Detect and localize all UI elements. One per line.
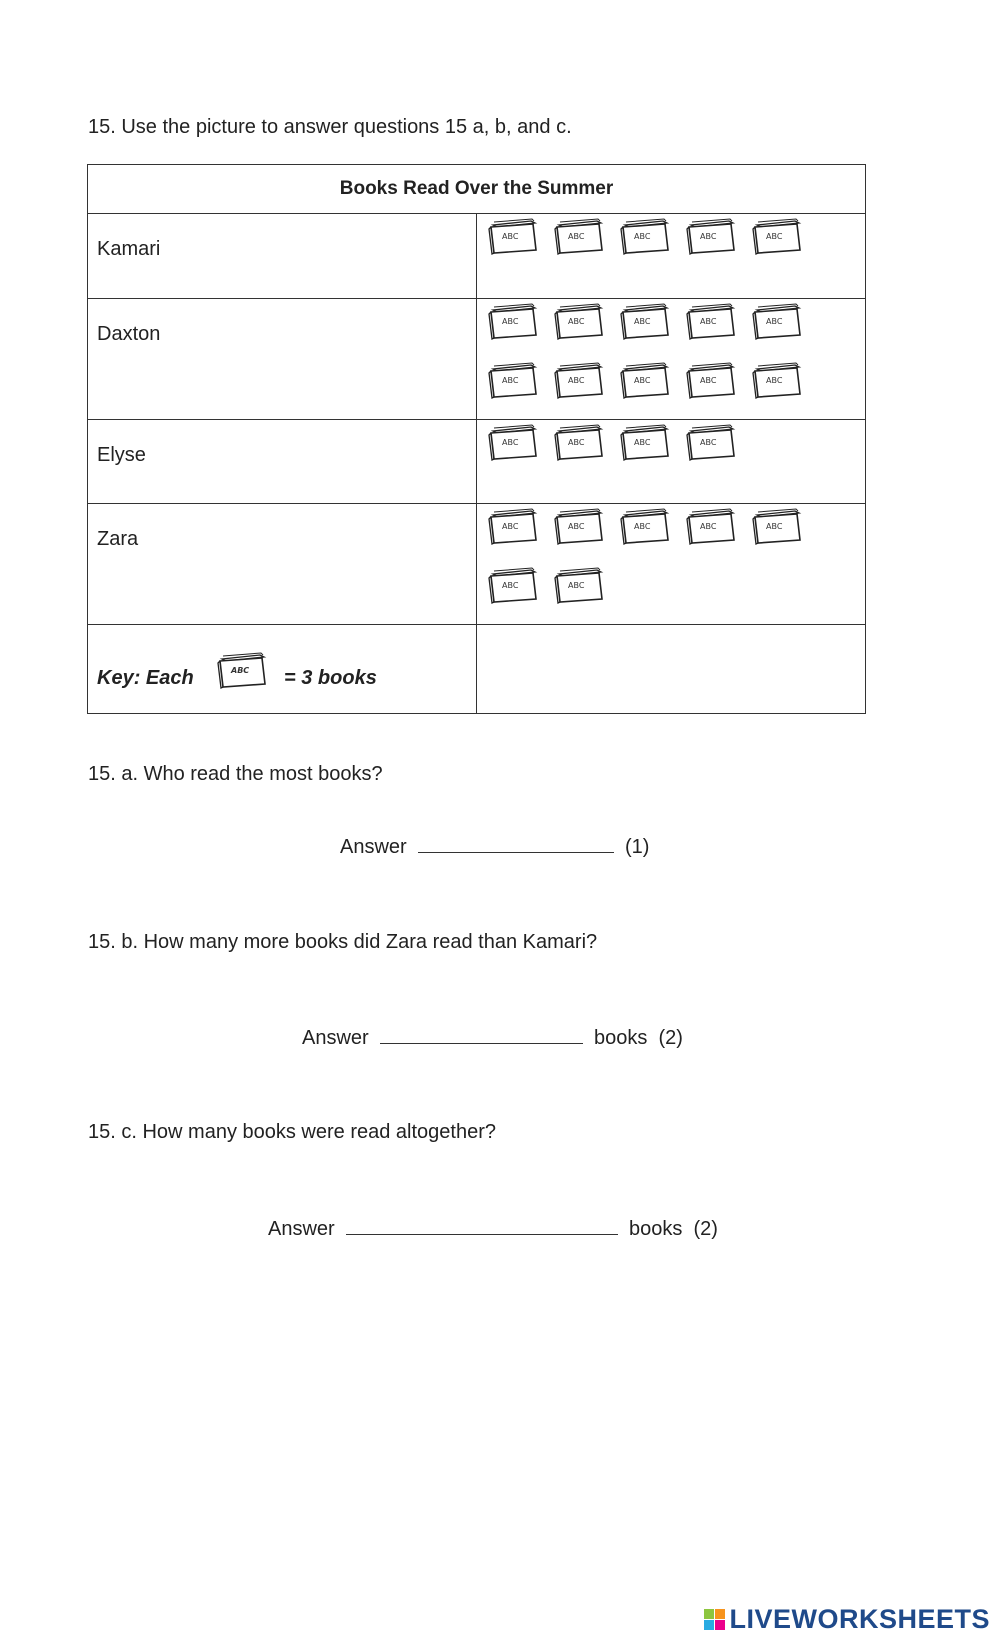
book-icon <box>553 302 605 340</box>
book-icon <box>487 302 539 340</box>
book-icon <box>685 361 737 399</box>
book-icon <box>619 302 671 340</box>
question-a: 15. a. Who read the most books? <box>88 763 383 785</box>
book-icons-elyse <box>477 420 866 504</box>
marks-c: (2) <box>693 1218 718 1240</box>
book-icon <box>216 651 268 689</box>
key-cell <box>88 625 477 714</box>
instruction-text: 15. Use the picture to answer questions 15 a, b, and c. <box>88 116 572 138</box>
table-title: Books Read Over the Summer <box>88 165 866 214</box>
answer-a-blank[interactable] <box>418 834 614 853</box>
table-row-key <box>88 625 866 714</box>
table-row <box>88 420 866 504</box>
book-icon <box>553 507 605 545</box>
book-icon <box>553 566 605 604</box>
marks-a: (1) <box>624 836 650 858</box>
row-name-kamari: Kamari <box>97 238 161 260</box>
book-icon <box>553 217 605 255</box>
book-icon <box>487 217 539 255</box>
book-icon <box>685 423 737 461</box>
liveworksheets-logo <box>704 1604 990 1635</box>
answer-label: Answer <box>302 1027 369 1049</box>
question-c: 15. c. How many books were read altogether? <box>88 1121 496 1143</box>
book-icons-daxton <box>477 299 866 420</box>
brand-name: LIVEWORKSHEETS <box>729 1604 990 1634</box>
answer-label: Answer <box>268 1218 335 1240</box>
row-name-elyse: Elyse <box>97 444 146 466</box>
book-icon <box>685 217 737 255</box>
book-icons-zara <box>477 504 866 625</box>
table-row <box>88 214 866 299</box>
empty-cell <box>477 625 866 714</box>
marks-b: (2) <box>658 1027 683 1049</box>
logo-square <box>704 1620 714 1630</box>
book-icon <box>751 507 803 545</box>
answer-b-blank[interactable] <box>380 1025 583 1044</box>
logo-grid-icon <box>704 1609 725 1630</box>
answer-label: Answer <box>340 836 407 858</box>
logo-square <box>704 1609 714 1619</box>
answer-a <box>340 834 649 859</box>
key-suffix: = 3 books <box>284 667 377 689</box>
book-icon <box>487 507 539 545</box>
answer-c <box>268 1216 718 1241</box>
logo-square <box>715 1620 725 1630</box>
row-name-zara: Zara <box>97 528 139 550</box>
table-row <box>88 504 866 625</box>
book-icon <box>619 217 671 255</box>
book-icon <box>685 302 737 340</box>
book-icon <box>487 423 539 461</box>
answer-c-blank[interactable] <box>346 1216 618 1235</box>
key-prefix: Key: Each <box>97 667 194 689</box>
answer-b <box>302 1025 683 1050</box>
question-b: 15. b. How many more books did Zara read than Kamari? <box>88 931 598 953</box>
table-row <box>88 299 866 420</box>
book-icon <box>619 361 671 399</box>
book-icon <box>751 302 803 340</box>
logo-square <box>715 1609 725 1619</box>
unit-b: books <box>593 1027 648 1049</box>
book-icon <box>487 566 539 604</box>
book-icon <box>487 361 539 399</box>
book-icons-kamari <box>477 214 866 299</box>
book-icon <box>553 361 605 399</box>
book-icon <box>751 361 803 399</box>
book-icon <box>619 507 671 545</box>
row-name-daxton: Daxton <box>97 323 161 345</box>
unit-c: books <box>628 1218 683 1240</box>
pictograph-table <box>87 164 866 714</box>
book-icon <box>685 507 737 545</box>
book-icon <box>619 423 671 461</box>
book-icon <box>751 217 803 255</box>
book-icon <box>553 423 605 461</box>
